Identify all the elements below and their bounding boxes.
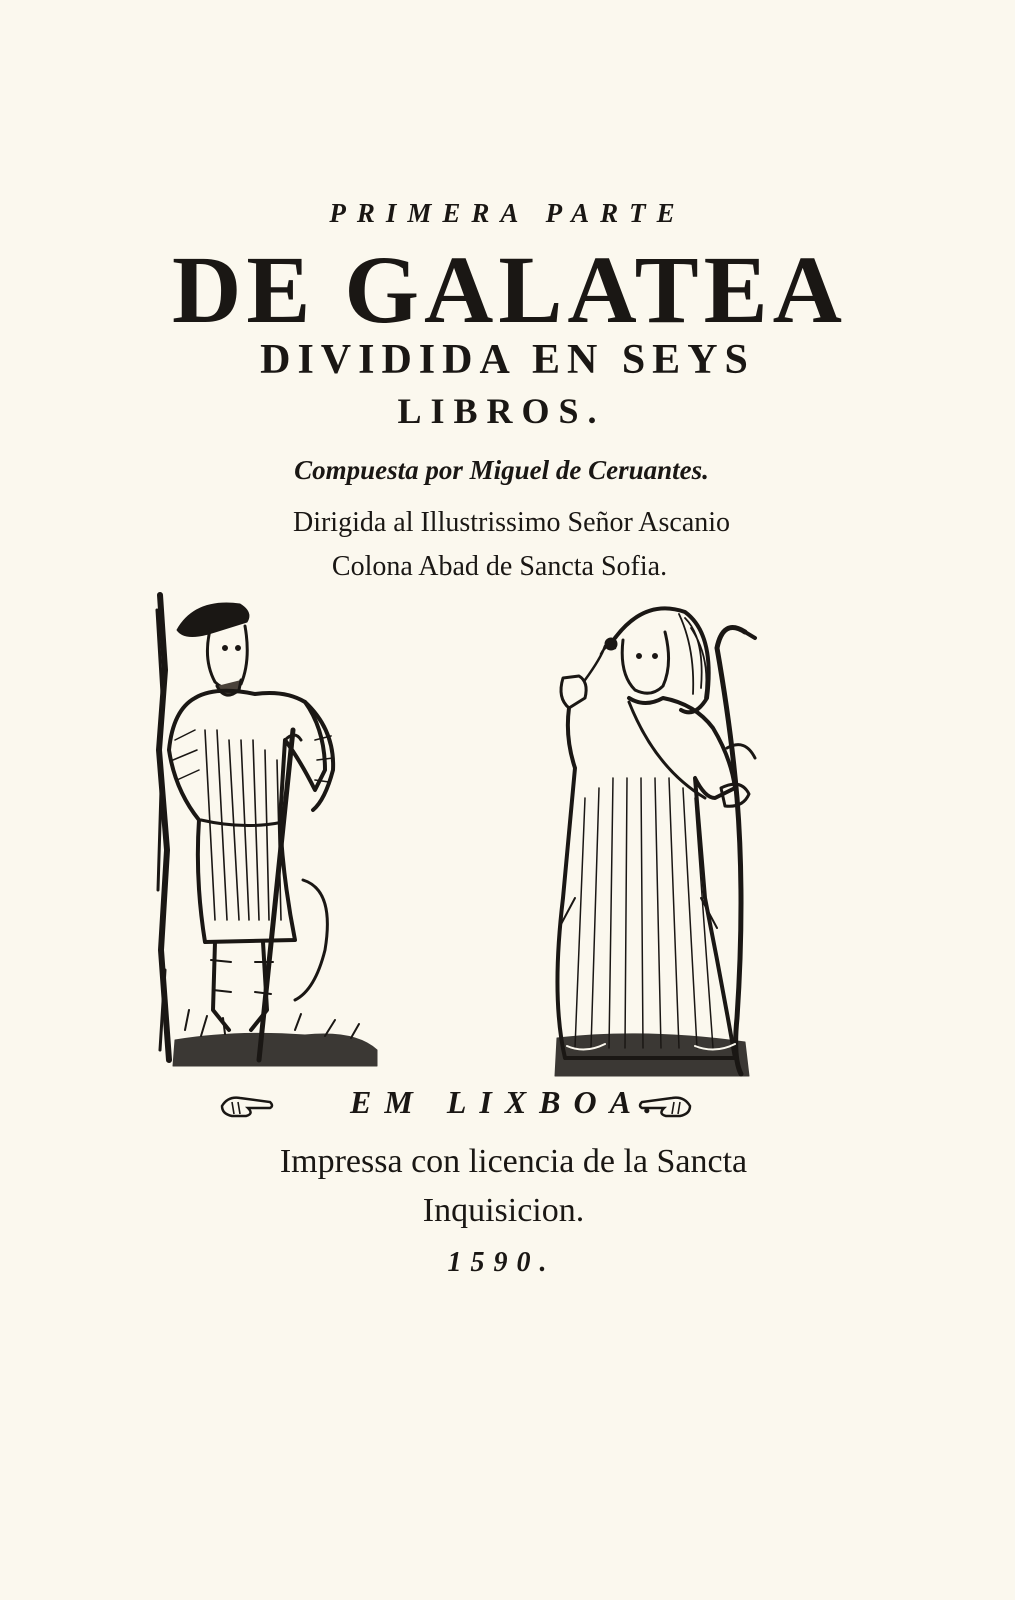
book-title: DE GALATEA [172, 236, 847, 343]
right-manicule-icon [634, 1092, 694, 1120]
dedication-line-2: Colona Abad de Sancta Sofia. [331, 551, 668, 582]
subtitle-line: DIVIDIDA EN SEYS [260, 337, 755, 383]
license-line-2: Inquisicion. [422, 1192, 585, 1229]
license-line-1: Impressa con licencia de la Sancta [279, 1143, 748, 1180]
subtitle-books: LIBROS. [397, 391, 606, 431]
shepherd-woodcut [155, 590, 380, 1070]
dedication-line-1: Dirigida al Illustrissimo Señor Ascanio [292, 507, 731, 538]
shepherdess-woodcut [545, 598, 770, 1080]
author-line: Compuesta por Miguel de Ceruantes. [294, 455, 709, 485]
imprint-place: EM LIXBOA. [350, 1084, 665, 1120]
publication-year: 1590. [447, 1247, 556, 1278]
part-heading: PRIMERA PARTE [329, 198, 686, 228]
